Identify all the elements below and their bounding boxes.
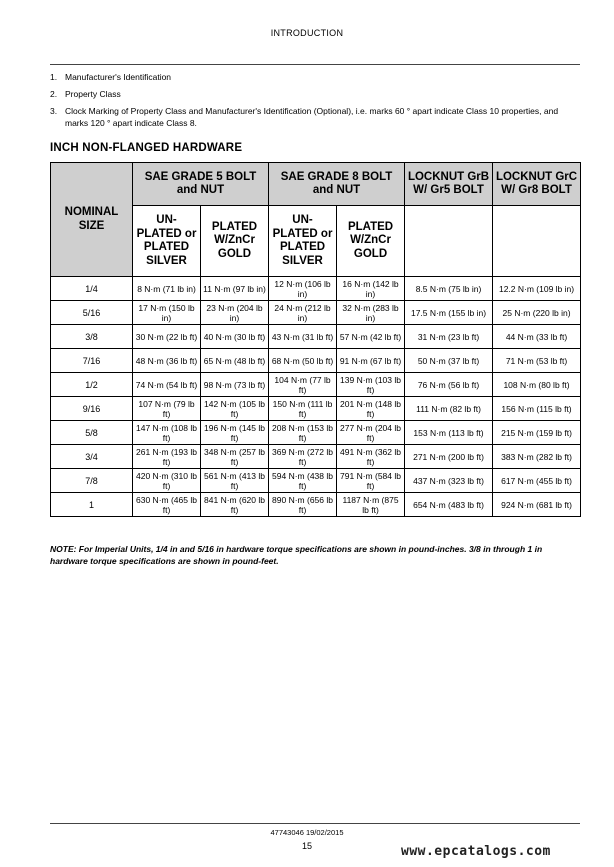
locknut-grc-cell: 617 N·m (455 lb ft) [493, 469, 581, 493]
grade8-plated-cell: 491 N·m (362 lb ft) [337, 445, 405, 469]
locknut-grb-cell: 8.5 N·m (75 lb in) [405, 277, 493, 301]
note-number: 2. [50, 89, 58, 99]
grade8-plated-cell: 32 N·m (283 lb in) [337, 301, 405, 325]
notes-list [50, 71, 580, 134]
grade5-plated-cell: 196 N·m (145 lb ft) [201, 421, 269, 445]
table-row [51, 421, 581, 445]
footer-rule [50, 823, 580, 824]
grade5-plated-cell: 348 N·m (257 lb ft) [201, 445, 269, 469]
locknut-grb-cell: 271 N·m (200 lb ft) [405, 445, 493, 469]
grade8-plated-cell: 16 N·m (142 lb in) [337, 277, 405, 301]
locknut-grc-cell: 108 N·m (80 lb ft) [493, 373, 581, 397]
grade8-unplated-cell: 104 N·m (77 lb ft) [269, 373, 337, 397]
grade5-unplated-cell: 74 N·m (54 lb ft) [133, 373, 201, 397]
header-grade5: SAE GRADE 5 BOLT and NUT [133, 163, 269, 206]
grade8-unplated-cell: 12 N·m (106 lb in) [269, 277, 337, 301]
nominal-size-cell: 1 [51, 493, 133, 517]
note-number: 3. [50, 106, 58, 116]
grade5-unplated-cell: 17 N·m (150 lb in) [133, 301, 201, 325]
grade5-plated-cell: 23 N·m (204 lb in) [201, 301, 269, 325]
note-item [50, 88, 580, 100]
subheader-locknut-grb-empty [405, 206, 493, 277]
table-row [51, 325, 581, 349]
header-locknut-grc: LOCKNUT GrC W/ Gr8 BOLT [493, 163, 581, 206]
site-watermark: www.epcatalogs.com [401, 844, 551, 859]
locknut-grb-cell: 17.5 N·m (155 lb in) [405, 301, 493, 325]
locknut-grc-cell: 71 N·m (53 lb ft) [493, 349, 581, 373]
table-row [51, 469, 581, 493]
grade5-unplated-cell: 107 N·m (79 lb ft) [133, 397, 201, 421]
note-text: Manufacturer's Identification [65, 72, 172, 82]
grade8-plated-cell: 91 N·m (67 lb ft) [337, 349, 405, 373]
header-rule [50, 64, 580, 65]
grade5-unplated-cell: 147 N·m (108 lb ft) [133, 421, 201, 445]
nominal-size-cell: 3/4 [51, 445, 133, 469]
grade5-unplated-cell: 48 N·m (36 lb ft) [133, 349, 201, 373]
grade5-unplated-cell: 261 N·m (193 lb ft) [133, 445, 201, 469]
nominal-size-cell: 3/8 [51, 325, 133, 349]
grade5-unplated-cell: 420 N·m (310 lb ft) [133, 469, 201, 493]
locknut-grb-cell: 76 N·m (56 lb ft) [405, 373, 493, 397]
grade5-plated-cell: 40 N·m (30 lb ft) [201, 325, 269, 349]
nominal-size-cell: 1/2 [51, 373, 133, 397]
nominal-size-cell: 5/8 [51, 421, 133, 445]
locknut-grb-cell: 111 N·m (82 lb ft) [405, 397, 493, 421]
grade8-unplated-cell: 150 N·m (111 lb ft) [269, 397, 337, 421]
page-header-title: INTRODUCTION [270, 28, 344, 38]
header-grade8: SAE GRADE 8 BOLT and NUT [269, 163, 405, 206]
grade5-unplated-cell: 630 N·m (465 lb ft) [133, 493, 201, 517]
locknut-grb-cell: 153 N·m (113 lb ft) [405, 421, 493, 445]
grade5-unplated-cell: 8 N·m (71 lb in) [133, 277, 201, 301]
table-header-row [51, 163, 581, 206]
grade8-plated-cell: 1187 N·m (875 lb ft) [337, 493, 405, 517]
grade5-plated-cell: 561 N·m (413 lb ft) [201, 469, 269, 493]
locknut-grc-cell: 12.2 N·m (109 lb in) [493, 277, 581, 301]
subheader-g8-plated: PLATED W/ZnCr GOLD [337, 206, 405, 277]
locknut-grb-cell: 31 N·m (23 lb ft) [405, 325, 493, 349]
note-item [50, 71, 580, 83]
locknut-grc-cell: 924 N·m (681 lb ft) [493, 493, 581, 517]
table-row [51, 277, 581, 301]
nominal-size-cell: 9/16 [51, 397, 133, 421]
page-number: 15 [301, 841, 312, 851]
grade8-unplated-cell: 68 N·m (50 lb ft) [269, 349, 337, 373]
imperial-units-note: NOTE: For Imperial Units, 1/4 in and 5/16 in hardware torque specifications are shown in pound-inches. 3/8 in through 1 in hardware torque specifications are shown in pound-feet. [50, 544, 543, 566]
grade8-unplated-cell: 890 N·m (656 lb ft) [269, 493, 337, 517]
locknut-grb-cell: 654 N·m (483 lb ft) [405, 493, 493, 517]
grade8-plated-cell: 277 N·m (204 lb ft) [337, 421, 405, 445]
locknut-grc-cell: 25 N·m (220 lb in) [493, 301, 581, 325]
nominal-size-cell: 7/16 [51, 349, 133, 373]
locknut-grc-cell: 156 N·m (115 lb ft) [493, 397, 581, 421]
locknut-grb-cell: 50 N·m (37 lb ft) [405, 349, 493, 373]
locknut-grc-cell: 383 N·m (282 lb ft) [493, 445, 581, 469]
grade5-plated-cell: 142 N·m (105 lb ft) [201, 397, 269, 421]
grade8-unplated-cell: 43 N·m (31 lb ft) [269, 325, 337, 349]
table-row [51, 445, 581, 469]
grade8-unplated-cell: 594 N·m (438 lb ft) [269, 469, 337, 493]
section-title: INCH NON-FLANGED HARDWARE [50, 142, 243, 154]
table-row [51, 301, 581, 325]
grade8-plated-cell: 139 N·m (103 lb ft) [337, 373, 405, 397]
nominal-size-cell: 1/4 [51, 277, 133, 301]
grade5-plated-cell: 65 N·m (48 lb ft) [201, 349, 269, 373]
subheader-locknut-grc-empty [493, 206, 581, 277]
locknut-grb-cell: 437 N·m (323 lb ft) [405, 469, 493, 493]
subheader-g8-unplated: UN-PLATED or PLATED SILVER [269, 206, 337, 277]
grade8-plated-cell: 201 N·m (148 lb ft) [337, 397, 405, 421]
grade5-plated-cell: 11 N·m (97 lb in) [201, 277, 269, 301]
locknut-grc-cell: 44 N·m (33 lb ft) [493, 325, 581, 349]
grade8-unplated-cell: 24 N·m (212 lb in) [269, 301, 337, 325]
note-number: 1. [50, 72, 58, 82]
nominal-size-cell: 7/8 [51, 469, 133, 493]
header-nominal-size: NOMINAL SIZE [51, 163, 133, 277]
grade8-unplated-cell: 369 N·m (272 lb ft) [269, 445, 337, 469]
subheader-g5-plated: PLATED W/ZnCr GOLD [201, 206, 269, 277]
table-row [51, 397, 581, 421]
grade8-plated-cell: 791 N·m (584 lb ft) [337, 469, 405, 493]
note-item [50, 105, 580, 129]
nominal-size-cell: 5/16 [51, 301, 133, 325]
note-text: Clock Marking of Property Class and Manufacturer's Identification (Optional), i.e. marks 60 ° apart indicate Class 10 properties, and marks 120 ° apart indicate Class 8. [65, 106, 559, 128]
table-row [51, 373, 581, 397]
locknut-grc-cell: 215 N·m (159 lb ft) [493, 421, 581, 445]
table-row [51, 493, 581, 517]
grade8-plated-cell: 57 N·m (42 lb ft) [337, 325, 405, 349]
header-locknut-grb: LOCKNUT GrB W/ Gr5 BOLT [405, 163, 493, 206]
grade8-unplated-cell: 208 N·m (153 lb ft) [269, 421, 337, 445]
document-id: 47743046 19/02/2015 [270, 828, 344, 837]
grade5-unplated-cell: 30 N·m (22 lb ft) [133, 325, 201, 349]
note-text: Property Class [65, 89, 121, 99]
table-row [51, 349, 581, 373]
subheader-g5-unplated: UN-PLATED or PLATED SILVER [133, 206, 201, 277]
grade5-plated-cell: 98 N·m (73 lb ft) [201, 373, 269, 397]
grade5-plated-cell: 841 N·m (620 lb ft) [201, 493, 269, 517]
torque-table [50, 162, 581, 517]
